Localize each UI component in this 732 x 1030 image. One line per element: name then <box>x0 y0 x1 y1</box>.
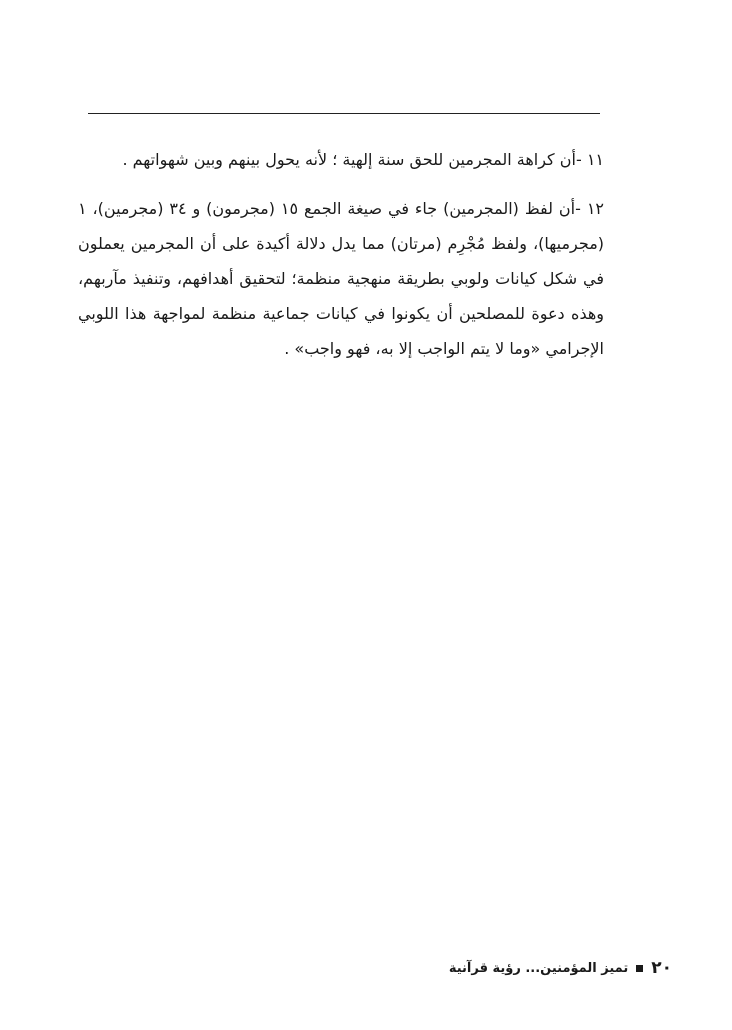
paragraph-11: ١١ -أن كراهة المجرمين للحق سنة إلهية ؛ لأنه يحول بينهم وبين شهواتهم . <box>122 150 604 169</box>
running-book-title: تميز المؤمنين... رؤية قرآنية <box>448 960 629 976</box>
page-number: ٢٠ <box>651 958 672 978</box>
page-footer <box>449 958 672 978</box>
paragraph-12: ١٢ -أن لفظ (المجرمين) جاء في صيغة الجمع ١٥ (مجرمون) و ٣٤ (مجرمين)، ١ (مجرميها)، ولفظ مُجْرِم (مرتان) مما يدل دلالة أكيدة على أن المجرمين يعملون في شكل كيانات ولوبي بطريقة منهجية منظمة؛ لتحقيق أهدافهم، وتنفيذ مآربهم، وهذه دعوة للمصلحين أن يكونوا في كيانات جماعية منظمة لمواجهة هذا اللوبي الإجرامي «وما لا يتم الواجب إلا به، فهو واجب» . <box>78 199 605 358</box>
header-rule <box>88 113 600 114</box>
body-text <box>78 142 604 380</box>
square-bullet-icon <box>636 965 643 972</box>
